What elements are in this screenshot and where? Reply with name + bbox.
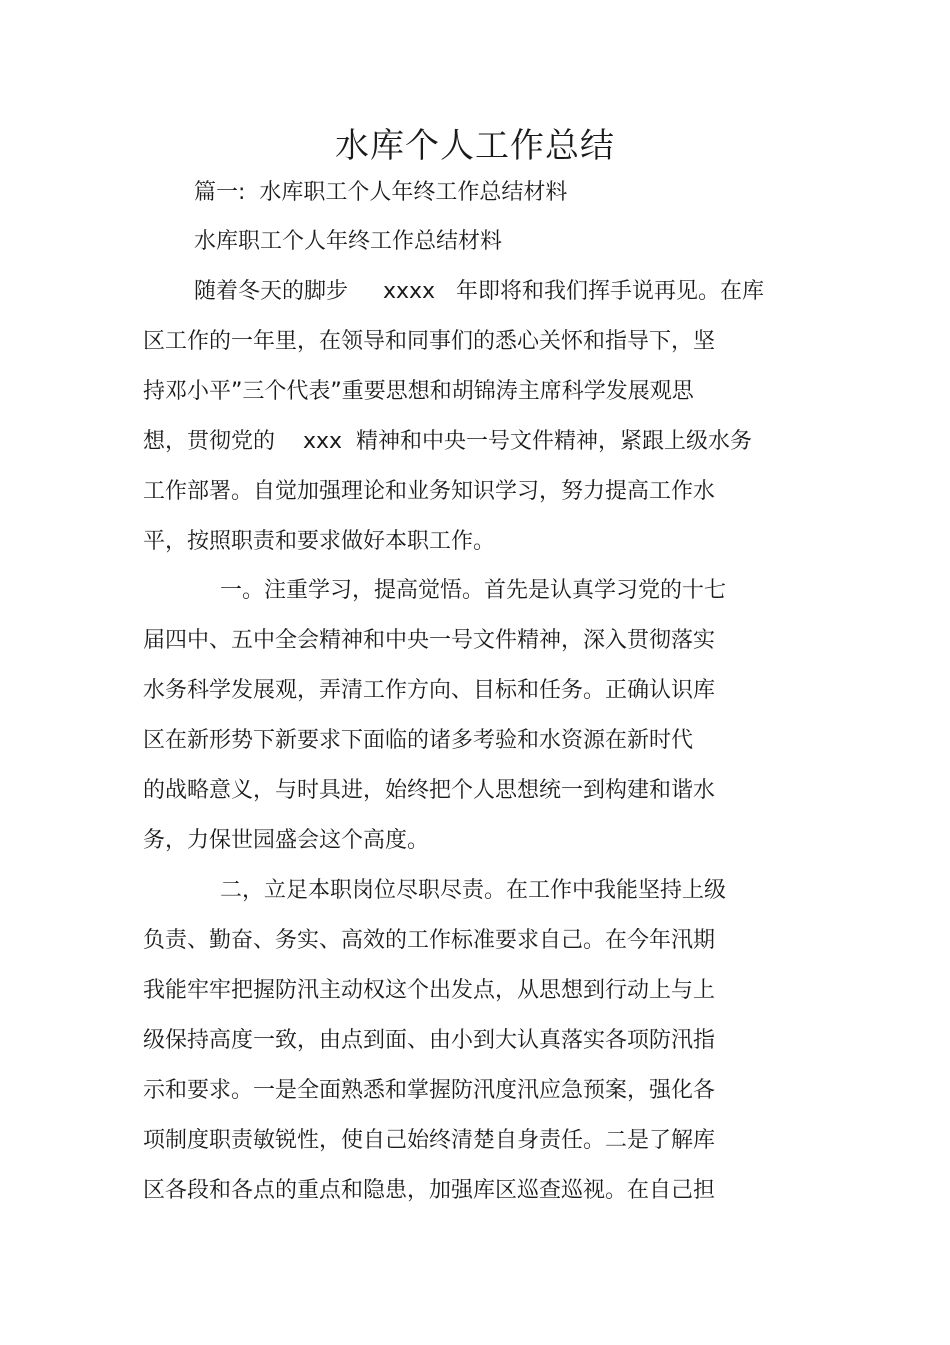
body-line: 示和要求。一是全面熟悉和掌握防汛度汛应急预案，强化各 [143, 1078, 716, 1103]
body-line: 负责、勤奋、务实、高效的工作标准要求自己。在今年汛期 [143, 928, 716, 953]
body-line: 区在新形势下新要求下面临的诸多考验和水资源在新时代 [143, 728, 694, 753]
body-line: 随着冬天的脚步 xxxx 年即将和我们挥手说再见。在库 [194, 279, 765, 304]
body-line: 二，立足本职岗位尽职尽责。在工作中我能坚持上级 [220, 878, 727, 903]
subtitle-line: 篇一: 水库职工个人年终工作总结材料 [194, 180, 568, 205]
body-line: 工作部署。自觉加强理论和业务知识学习，努力提高工作水 [143, 479, 716, 504]
body-line: 区各段和各点的重点和隐患，加强库区巡查巡视。在自己担 [143, 1178, 716, 1203]
body-line: 区工作的一年里，在领导和同事们的悉心关怀和指导下，坚 [143, 329, 716, 354]
heading-line: 水库职工个人年终工作总结材料 [194, 229, 503, 254]
body-line: 我能牢牢把握防汛主动权这个出发点，从思想到行动上与上 [143, 978, 716, 1003]
body-line: 水务科学发展观，弄清工作方向、目标和任务。正确认识库 [143, 678, 716, 703]
body-line: 的战略意义，与时具进，始终把个人思想统一到构建和谐水 [143, 778, 716, 803]
body-line: 平，按照职责和要求做好本职工作。 [143, 529, 496, 554]
body-line: 持邓小平”三个代表”重要思想和胡锦涛主席科学发展观思 [143, 379, 694, 404]
body-line: 一。注重学习，提高觉悟。首先是认真学习党的十七 [220, 578, 727, 603]
body-line: 项制度职责敏锐性，使自己始终清楚自身责任。二是了解库 [143, 1128, 716, 1153]
document-title: 水库个人工作总结 [335, 126, 615, 166]
body-line: 届四中、五中全会精神和中央一号文件精神，深入贯彻落实 [143, 628, 716, 653]
body-line: 级保持高度一致，由点到面、由小到大认真落实各项防汛指 [143, 1028, 716, 1053]
body-line: 务，力保世园盛会这个高度。 [143, 828, 430, 853]
body-line: 想，贯彻党的 xxx 精神和中央一号文件精神，紧跟上级水务 [143, 429, 753, 454]
